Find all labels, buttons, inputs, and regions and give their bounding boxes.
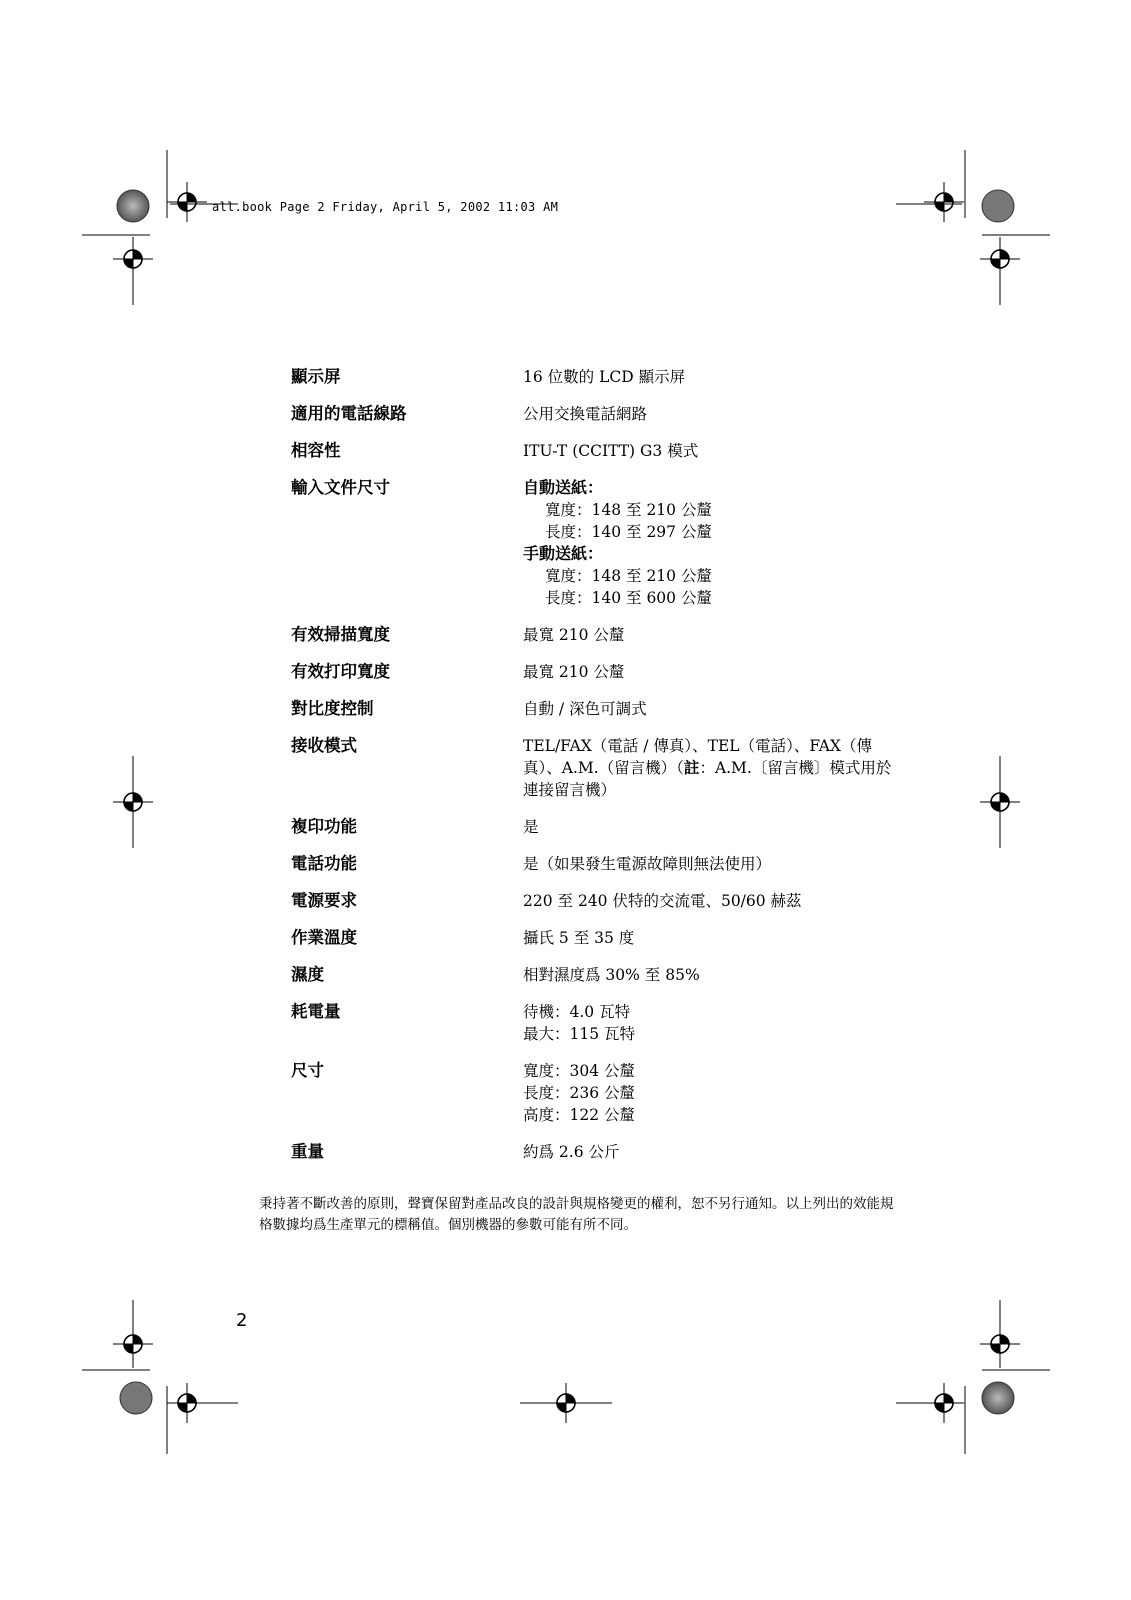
spec-row-receive-mode bbox=[291, 735, 901, 801]
spec-values bbox=[523, 1141, 901, 1163]
spec-values bbox=[523, 735, 901, 801]
page-number: 2 bbox=[236, 1310, 248, 1331]
spec-label: 複印功能 bbox=[291, 817, 357, 836]
spec-value: 寬度：304 公釐 bbox=[523, 1062, 636, 1080]
spec-value: 長度：140 至 297 公釐 bbox=[545, 523, 712, 541]
spec-label: 適用的電話線路 bbox=[291, 404, 407, 423]
spec-value: ITU-T (CCITT) G3 模式 bbox=[523, 442, 699, 460]
footnote: 秉持著不斷改善的原則，聲寶保留對產品改良的設計與規格變更的權利，恕不另行通知。以上列出的效能規格數據均爲生產單元的標稱值。個別機器的參數可能有所不同。 bbox=[259, 1196, 894, 1233]
spec-row-copy bbox=[291, 816, 901, 838]
spec-values bbox=[523, 964, 901, 986]
spec-row-consumption bbox=[291, 1001, 901, 1045]
crop-mark-bottom-left bbox=[82, 1300, 238, 1454]
spec-value: 寬度：148 至 210 公釐 bbox=[545, 501, 712, 519]
spec-row-display bbox=[291, 366, 901, 388]
spec-value: 相對濕度爲 30% 至 85% bbox=[523, 966, 700, 984]
spec-row-scan-width bbox=[291, 624, 901, 646]
spec-values bbox=[523, 624, 901, 646]
spec-value: 自動 / 深色可調式 bbox=[523, 700, 647, 718]
spec-values bbox=[523, 661, 901, 683]
spec-label: 輸入文件尺寸 bbox=[291, 478, 390, 497]
auto-feed-heading: 自動送紙： bbox=[523, 478, 604, 497]
spec-value: 220 至 240 伏特的交流電、50/60 赫茲 bbox=[523, 892, 802, 910]
spec-values bbox=[523, 440, 901, 462]
spec-row-document-size bbox=[291, 477, 901, 609]
spec-row-contrast bbox=[291, 698, 901, 720]
spec-value: 是 bbox=[523, 818, 539, 836]
spec-label: 重量 bbox=[291, 1142, 324, 1161]
spec-values bbox=[523, 816, 901, 838]
spec-row-temperature bbox=[291, 927, 901, 949]
spec-value: 最大：115 瓦特 bbox=[523, 1025, 636, 1043]
spec-row-telephone bbox=[291, 853, 901, 875]
spec-row-weight bbox=[291, 1141, 901, 1163]
spec-label: 對比度控制 bbox=[291, 699, 374, 718]
spec-value: 攝氏 5 至 35 度 bbox=[523, 929, 635, 947]
spec-value: 長度：140 至 600 公釐 bbox=[545, 589, 712, 607]
spec-label: 有效打印寬度 bbox=[291, 662, 390, 681]
spec-values bbox=[523, 366, 901, 388]
spec-row-dimensions bbox=[291, 1060, 901, 1126]
crop-mark-middle-right bbox=[980, 756, 1020, 848]
spec-value: 約爲 2.6 公斤 bbox=[523, 1143, 620, 1161]
spec-values bbox=[523, 890, 901, 912]
spec-value: 寬度：148 至 210 公釐 bbox=[545, 567, 712, 585]
spec-label: 作業溫度 bbox=[291, 928, 357, 947]
crop-mark-bottom-center bbox=[520, 1383, 612, 1423]
spec-values bbox=[523, 1001, 901, 1045]
spec-label: 濕度 bbox=[291, 965, 324, 984]
print-header: all.book Page 2 Friday, April 5, 2002 11:03 AM bbox=[212, 200, 559, 214]
spec-value: 16 位數的 LCD 顯示屏 bbox=[523, 368, 686, 386]
spec-values bbox=[523, 477, 901, 609]
spec-label: 顯示屏 bbox=[291, 367, 341, 386]
crop-mark-top-left bbox=[82, 150, 238, 305]
note-label: 註 bbox=[683, 759, 700, 777]
spec-row-print-width bbox=[291, 661, 901, 683]
spec-values bbox=[523, 403, 901, 425]
spec-row-phone-line bbox=[291, 403, 901, 425]
spec-label: 耗電量 bbox=[291, 1002, 341, 1021]
spec-label: 電源要求 bbox=[291, 891, 357, 910]
spec-value: 最寬 210 公釐 bbox=[523, 626, 625, 644]
spec-value: 高度：122 公釐 bbox=[523, 1106, 636, 1124]
spec-label: 接收模式 bbox=[291, 736, 357, 755]
spec-values bbox=[523, 927, 901, 949]
manual-feed-heading: 手動送紙： bbox=[523, 544, 604, 563]
spec-label: 尺寸 bbox=[291, 1061, 324, 1080]
spec-value: 待機：4.0 瓦特 bbox=[523, 1003, 631, 1021]
spec-value: ：A.M.〔留言機〕模式用於連接留言機） bbox=[523, 759, 892, 799]
spec-values bbox=[523, 1060, 901, 1126]
spec-label: 有效掃描寬度 bbox=[291, 625, 390, 644]
spec-value: 是（如果發生電源故障則無法使用） bbox=[523, 855, 772, 873]
spec-row-compatibility bbox=[291, 440, 901, 462]
spec-value: 長度：236 公釐 bbox=[523, 1084, 636, 1102]
spec-value: 最寬 210 公釐 bbox=[523, 663, 625, 681]
spec-values bbox=[523, 853, 901, 875]
spec-row-power bbox=[291, 890, 901, 912]
crop-mark-middle-left bbox=[113, 756, 153, 848]
spec-value: 公用交換電話網路 bbox=[523, 405, 648, 423]
spec-table bbox=[291, 366, 901, 1178]
spec-values bbox=[523, 698, 901, 720]
crop-mark-top-right bbox=[896, 150, 1050, 305]
spec-value: TEL/FAX（電話 / 傳真）、TEL（電話）、FAX（傳真）、A.M.（留言機）（ bbox=[523, 737, 872, 777]
crop-mark-bottom-right bbox=[896, 1300, 1050, 1454]
spec-row-humidity bbox=[291, 964, 901, 986]
spec-label: 相容性 bbox=[291, 441, 341, 460]
spec-label: 電話功能 bbox=[291, 854, 357, 873]
